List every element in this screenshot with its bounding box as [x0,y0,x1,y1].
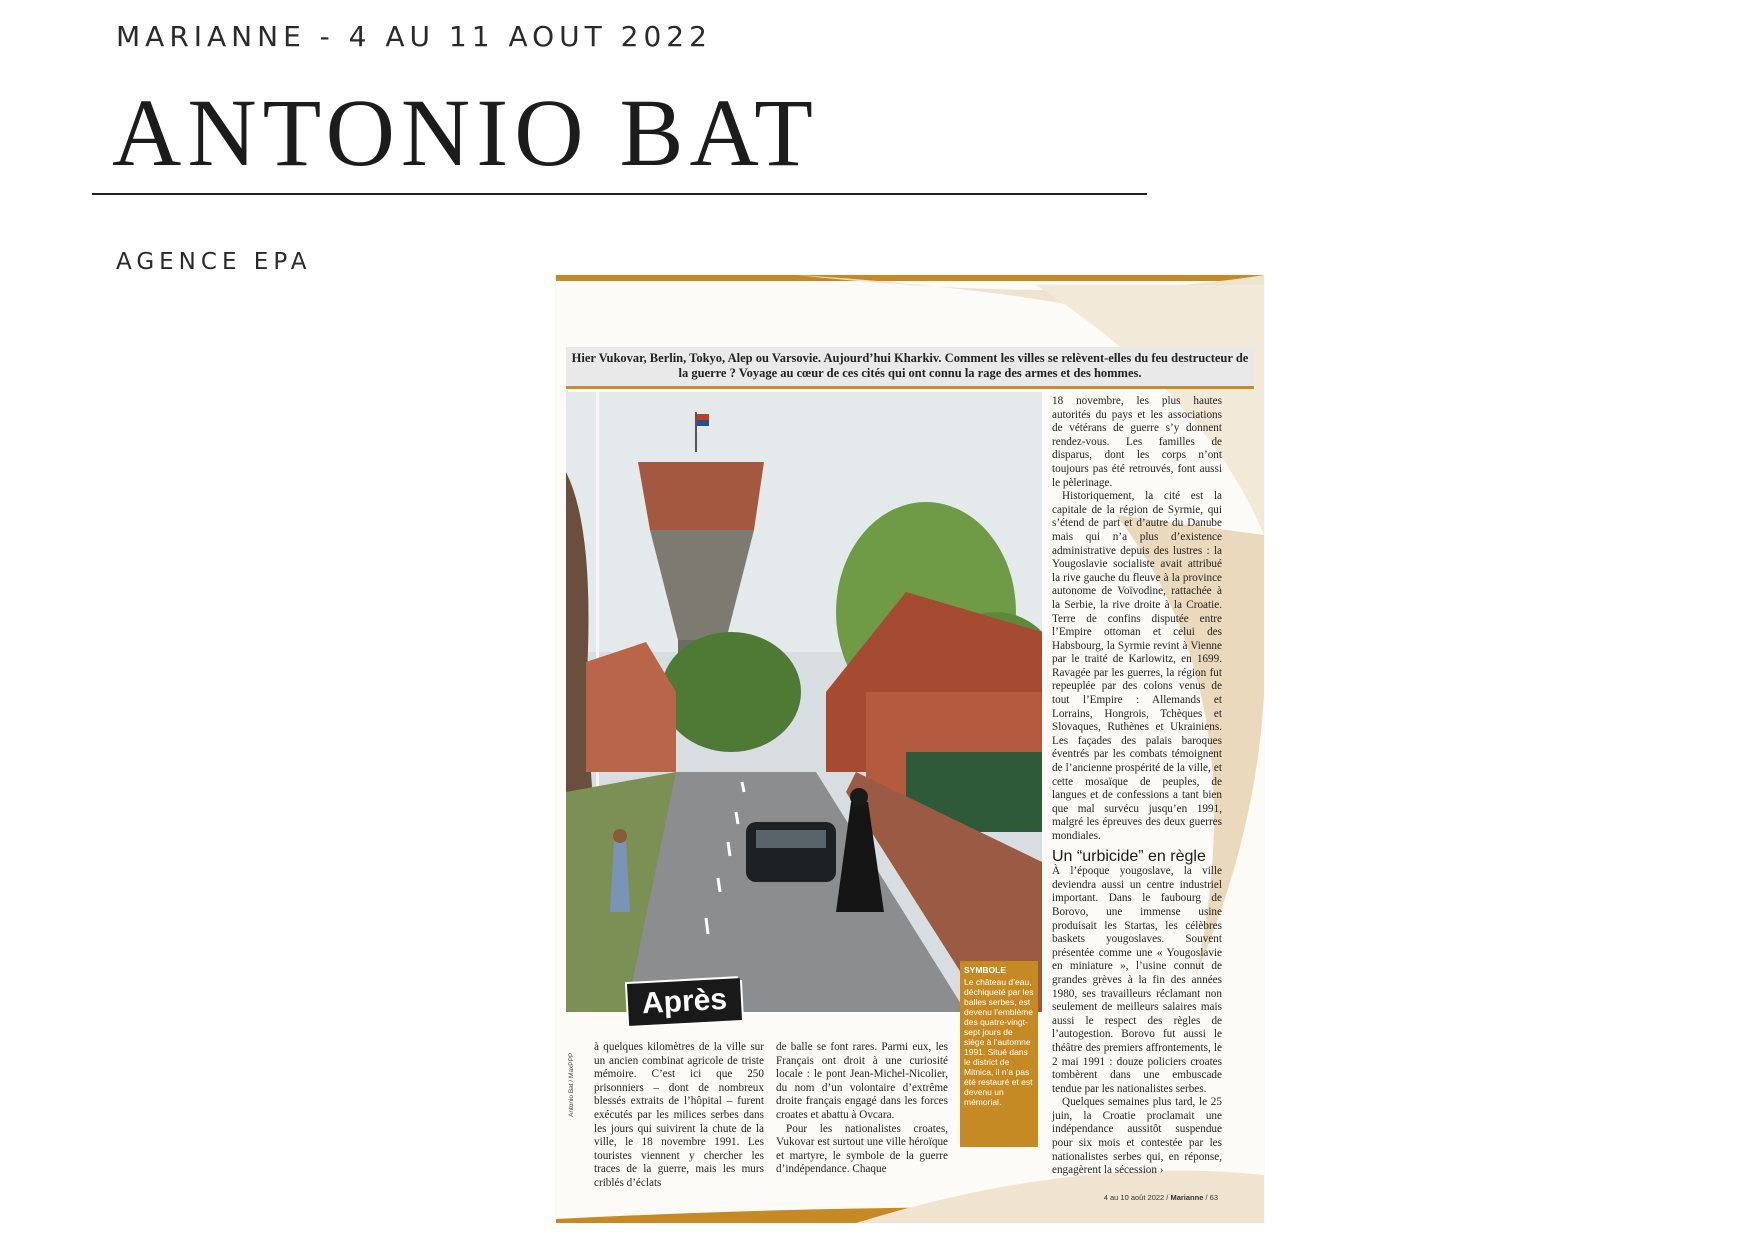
bottom-column-1 [594,1041,764,1191]
magazine-page-scan [556,275,1264,1223]
right-paragraph-4: Quelques semaines plus tard, le 25 juin, la Croatie proclamait une indépendance aussitôt suspendue pour six mois et contestée par les nationalistes serbes qui, en réponse, engagèrent la sécession › [1052,1096,1222,1177]
folio-date: 4 au 10 août 2022 / [1103,1193,1171,1202]
intro-banner: Hier Vukovar, Berlin, Tokyo, Alep ou Varsovie. Aujourd’hui Kharkiv. Comment les villes se relèvent-elles du feu destructeur de la guerre ? Voyage au cœur de ces cités qui ont connu la rage des armes et des hommes. [566,347,1254,389]
right-paragraph-3: À l’époque yougoslave, la ville deviendra aussi un centre industriel important. Dans le faubourg de Borovo, une immense usine produisait les Startas, les célèbres baskets yougoslaves. Souvent présentée comme une « Yougoslavie en miniature », l’usine connut de grandes grèves à la fin des années 1980, ses travailleurs réclamant non seulement de meilleurs salaires mais aussi le respect des règles de l’autogestion. Borovo fut aussi le théâtre des premiers affrontements, le 2 mai 1991 : douze policiers croates tombèrent dans une embuscade tendue par les nationalistes serbes. [1052,865,1222,1095]
right-column [1052,395,1222,1178]
article-photo [566,392,1042,1012]
divider-rule [92,193,1147,195]
agency-label: AGENCE EPA [116,249,312,275]
caption-text: Le château d’eau, déchiqueté par les balles serbes, est devenu l’emblème des quatre-vingt-sept jours de siège à l’automne 1991. Situé dans le district de Mitnica, il n’a pas été restauré et est devenu un mémorial. [964,977,1034,1107]
right-paragraph-1: 18 novembre, les plus hautes autorités du pays et les associations de vétérans de guerre s’y donnent rendez-vous. Les familles de disparus, dont les corps n’ont toujours pas été retrouvés, font aussi le pèlerinage. [1052,395,1222,489]
folio-page: / 63 [1203,1193,1218,1202]
bottom-paragraph-3: Pour les nationalistes croates, Vukovar est surtout une ville héroïque et martyre, le symbole de la guerre d’indépendance. Chaque [776,1122,948,1176]
caption-title: SYMBOLE [964,965,1007,975]
page-folio [1104,1193,1218,1202]
source-line: MARIANNE - 4 AU 11 AOUT 2022 [116,20,712,53]
bottom-paragraph-2: de balle se font rares. Parmi eux, les Français ont droit à une curiosité locale : le pont Jean-Michel-Nicolier, du nom d’un volontaire d’extrême droite français engagé dans les forces croates et abattu à Ovcara. [776,1041,948,1121]
apres-tag: Après [627,978,742,1026]
right-paragraph-2: Historiquement, la cité est la capitale de la région de Syrmie, qui s’étend de part et d’autre du Danube mais qui n’a plus d’existence administrative depuis des lustres : la Yougoslavie socialiste avait attribué la rive gauche du fleuve à la province autonome de Voïvodine, rattachée à la Serbie, la rive droite à la Croatie. Terre de confins disputée entre l’Empire ottoman et celui des Habsbourg, la Syrmie revint à Vienne par le traité de Karlowitz, en 1699. Ravagée par les guerres, la région fut repeuplée par des colons venus de tout l’Empire : Allemands et Lorrains, Hongrois, Tchèques et Slovaques, Ruthènes et Ukrainiens. Les façades des palais baroques éventrés par les combats témoignent de l’ancienne prospérité de la ville, et cette mosaïque de peuples, de langues et de confessions a tant bien que mal survécu jusqu’en 1991, malgré les épreuves des deux guerres mondiales. [1052,490,1222,842]
photo-caption [960,961,1038,1147]
subheading: Un “urbicide” en règle [1052,847,1206,865]
photographer-name: ANTONIO BAT [112,79,819,186]
photo-credit: Antonio Bat / MaxPPP [568,1052,575,1117]
bottom-column-2 [776,1041,948,1177]
bottom-paragraph-1: à quelques kilomètres de la ville sur un ancien combinat agricole de triste mémoire. C’est ici que 250 prisonniers – dont de nombreux blessés extraits de l’hôpital – furent exécutés par les milices serbes dans les jours qui suivirent la chute de la ville, le 18 novembre 1991. Les touristes viennent y chercher les traces de la guerre, mais les murs criblés d’éclats [594,1041,764,1189]
folio-magazine: Marianne [1170,1193,1204,1202]
